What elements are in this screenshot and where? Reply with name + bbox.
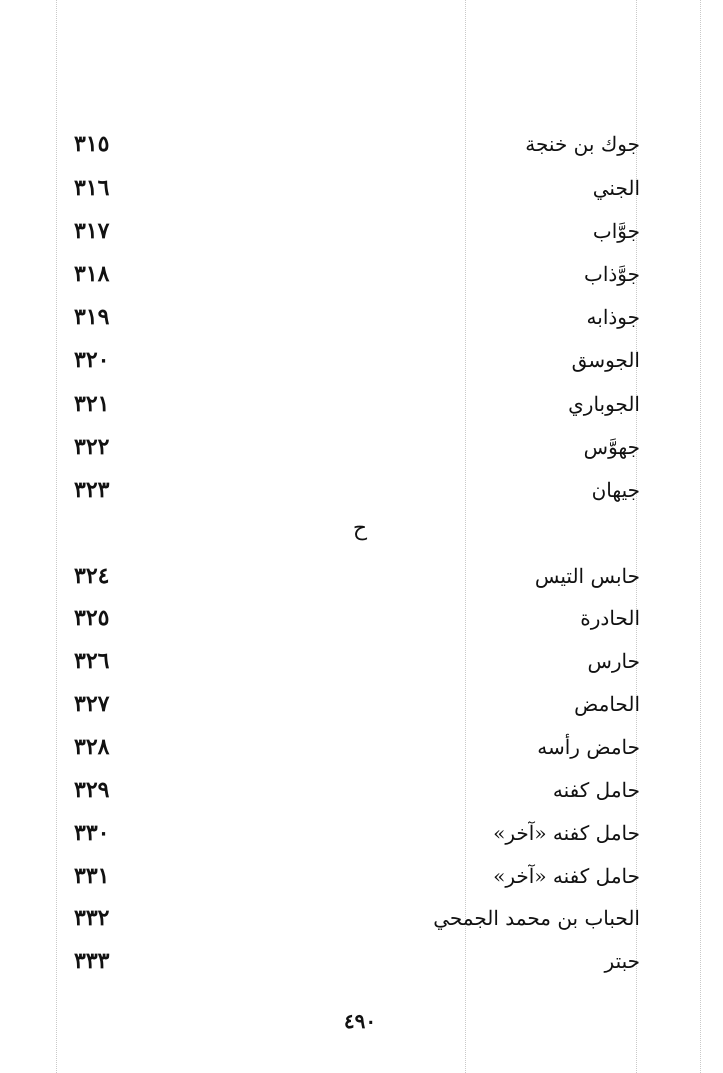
entry-number: ٣٢٥ — [74, 605, 110, 631]
index-entry — [60, 601, 640, 645]
entry-name: الجوسق — [571, 348, 640, 372]
margin-guide-line — [56, 0, 57, 1073]
index-entry — [60, 644, 640, 688]
entry-name: الجني — [592, 176, 640, 200]
index-entry — [60, 773, 640, 817]
entry-name: حابس التيس — [534, 564, 640, 588]
index-entry — [60, 559, 640, 603]
index-entry — [60, 127, 640, 171]
entry-name: حبتر — [604, 949, 640, 973]
entry-number: ٣٢٦ — [74, 648, 110, 674]
index-entry — [60, 430, 640, 474]
entry-name: حارس — [587, 649, 640, 673]
entry-number: ٣٢٠ — [74, 347, 110, 373]
entry-name: جوك بن خنجة — [525, 132, 640, 156]
index-entry — [60, 257, 640, 301]
entry-name: حامل كفنه — [552, 778, 640, 802]
entry-name: الحباب بن محمد الجمحي — [433, 906, 640, 930]
entry-number: ٣٢٢ — [74, 434, 110, 460]
page-number: ٤٩٠ — [343, 1009, 377, 1033]
entry-number: ٣٣٢ — [74, 905, 110, 931]
entry-number: ٣٢١ — [74, 391, 110, 417]
index-entry — [60, 171, 640, 215]
entry-number: ٣١٨ — [74, 261, 110, 287]
entry-name: الحادرة — [580, 606, 640, 630]
entry-number: ٣٣١ — [74, 863, 110, 889]
index-entry — [60, 387, 640, 431]
entry-number: ٣١٧ — [74, 218, 110, 244]
entry-number: ٣١٦ — [74, 175, 110, 201]
entry-number: ٣١٥ — [74, 131, 110, 157]
entry-number: ٣٢٣ — [74, 477, 110, 503]
entry-name: حامض رأسه — [537, 735, 640, 759]
entry-number: ٣٣٣ — [74, 948, 110, 974]
entry-name: الحامض — [574, 692, 640, 716]
index-entry — [60, 816, 640, 860]
entry-number: ٣٢٤ — [74, 563, 110, 589]
entry-name: جوَّاب — [592, 219, 640, 243]
margin-guide-line — [700, 0, 701, 1073]
index-entry — [60, 300, 640, 344]
index-entry — [60, 901, 640, 945]
entry-name: جيهان — [591, 478, 640, 502]
entry-number: ٣٢٧ — [74, 691, 110, 717]
index-entry — [60, 859, 640, 903]
index-entry — [60, 473, 640, 517]
entry-name: جهوَّس — [583, 435, 640, 459]
section-letter: ح — [352, 516, 368, 541]
entry-name: حامل كفنه «آخر» — [493, 864, 640, 888]
index-entry — [60, 214, 640, 258]
entry-number: ٣٢٩ — [74, 777, 110, 803]
entry-number: ٣٢٨ — [74, 734, 110, 760]
index-entry — [60, 687, 640, 731]
index-entry — [60, 730, 640, 774]
entry-number: ٣١٩ — [74, 304, 110, 330]
entry-name: جوذابه — [586, 305, 640, 329]
entry-name: الجوباري — [568, 392, 640, 416]
entry-number: ٣٣٠ — [74, 820, 110, 846]
entry-name: جوَّذاب — [584, 262, 640, 286]
index-entry — [60, 343, 640, 387]
entry-name: حامل كفنه «آخر» — [493, 821, 640, 845]
index-entry — [60, 944, 640, 988]
